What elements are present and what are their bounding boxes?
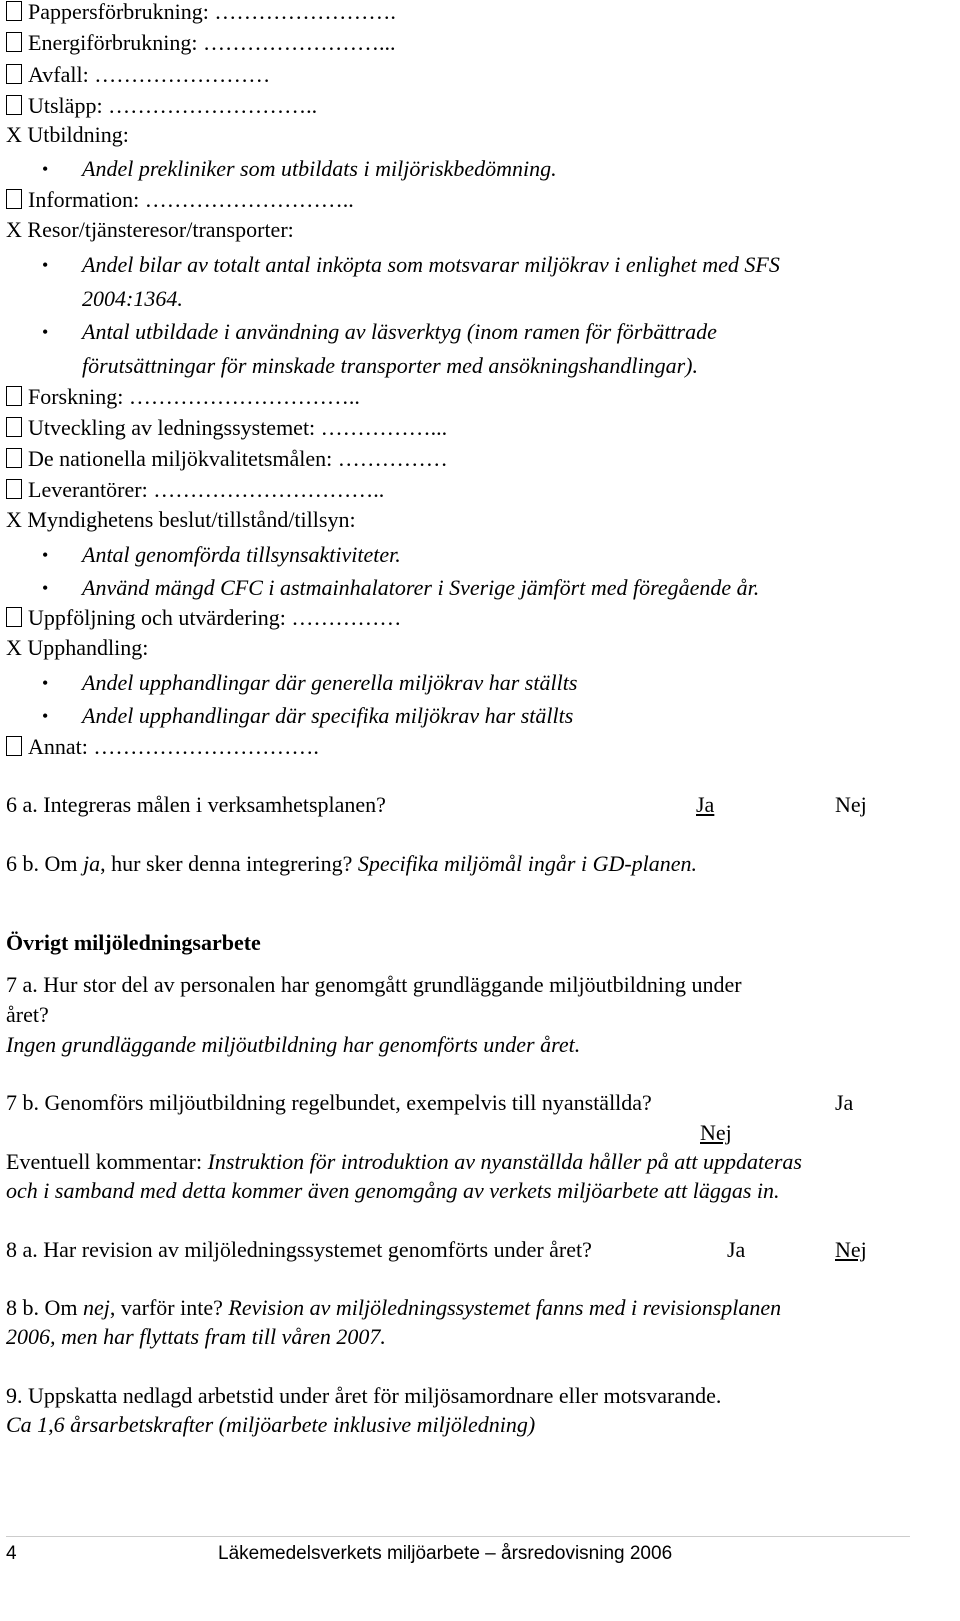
fill-dots: ……………………. xyxy=(214,0,396,24)
checklist-label: Pappersförbrukning: xyxy=(28,0,209,24)
checkbox-icon xyxy=(6,386,22,406)
bullet-icon: • xyxy=(42,255,49,275)
checklist-label: Uppföljning och utvärdering: xyxy=(28,605,286,630)
checklist-item xyxy=(6,185,354,215)
bullet-text: 2004:1364. xyxy=(82,286,183,311)
bullet-text: Antal genomförda tillsynsaktiviteter. xyxy=(82,542,401,567)
checklist-label: Utsläpp: xyxy=(28,93,103,118)
fill-dots: ……………………….. xyxy=(144,187,354,212)
answer-text: Specifika miljömål ingår i GD-planen. xyxy=(357,851,698,876)
check-mark: X xyxy=(6,122,22,147)
checklist-item xyxy=(6,382,360,412)
checklist-label: De nationella miljökvalitetsmålen: xyxy=(28,446,333,471)
fill-dots: ……………………….. xyxy=(108,93,318,118)
fill-dots: …………………… xyxy=(94,62,271,87)
question-text: 6 b. Om xyxy=(6,851,83,876)
question-8a: 8 a. Har revision av miljöledningssystemet genomförts under året? xyxy=(6,1237,592,1262)
question-9: 9. Uppskatta nedlagd arbetstid under året för miljösamordnare eller motsvarande. xyxy=(6,1383,722,1408)
checklist-label: Utveckling av ledningssystemet: xyxy=(28,415,316,440)
fill-dots: …………… xyxy=(337,446,448,471)
fill-dots: ………………………….. xyxy=(128,384,360,409)
bullet-icon: • xyxy=(42,578,49,598)
checklist-item xyxy=(6,732,319,762)
checkbox-icon xyxy=(6,95,22,115)
category-label: Utbildning: xyxy=(27,122,129,147)
footer-rule xyxy=(6,1536,910,1537)
answer-9: Ca 1,6 årsarbetskrafter (miljöarbete inklusive miljöledning) xyxy=(6,1412,536,1437)
bullet-text: Använd mängd CFC i astmainhalatorer i Sverige jämfört med föregående år. xyxy=(82,575,760,600)
answer-nej-selected: Nej xyxy=(700,1120,732,1145)
checklist-item xyxy=(6,0,396,27)
checklist-item xyxy=(6,444,448,474)
check-mark: X xyxy=(6,217,22,242)
checked-category xyxy=(6,505,356,535)
question-6a: 6 a. Integreras målen i verksamhetsplanen? xyxy=(6,792,386,817)
checklist-label: Energiförbrukning: xyxy=(28,30,198,55)
checkbox-icon xyxy=(6,417,22,437)
comment-text: Instruktion för introduktion av nyanställda håller på att uppdateras xyxy=(207,1149,802,1174)
bullet-text: Antal utbildade i användning av läsverktyg (inom ramen för förbättrade xyxy=(82,319,717,344)
fill-dots: ……………………... xyxy=(202,30,396,55)
fill-dots: …………… xyxy=(291,605,402,630)
bullet-icon: • xyxy=(42,545,49,565)
answer-nej: Nej xyxy=(835,792,867,817)
page-number: 4 xyxy=(6,1543,17,1564)
fill-dots: …………………………. xyxy=(93,734,319,759)
emphasis: nej xyxy=(83,1295,110,1320)
question-6b xyxy=(6,849,697,879)
checkbox-icon xyxy=(6,448,22,468)
question-text: , hur sker denna integrering? xyxy=(100,851,358,876)
answer-nej-selected: Nej xyxy=(835,1237,867,1262)
answer-text: Revision av miljöledningssystemet fanns med i revisionsplanen xyxy=(228,1295,782,1320)
checklist-item xyxy=(6,475,384,505)
checklist-item xyxy=(6,60,270,90)
checkbox-icon xyxy=(6,607,22,627)
checklist-label: Information: xyxy=(28,187,140,212)
checkbox-icon xyxy=(6,736,22,756)
fill-dots: ………………………….. xyxy=(153,477,385,502)
section-heading: Övrigt miljöledningsarbete xyxy=(6,930,261,955)
emphasis: ja xyxy=(83,851,101,876)
checklist-label: Annat: xyxy=(28,734,88,759)
checkbox-icon xyxy=(6,1,22,21)
bullet-icon: • xyxy=(42,673,49,693)
answer-ja: Ja xyxy=(835,1090,854,1115)
footer-title: Läkemedelsverkets miljöarbete – årsredovisning 2006 xyxy=(218,1543,673,1564)
answer-7a: Ingen grundläggande miljöutbildning har genomförts under året. xyxy=(6,1032,581,1057)
checkbox-icon xyxy=(6,32,22,52)
check-mark: X xyxy=(6,507,22,532)
checklist-label: Forskning: xyxy=(28,384,124,409)
check-mark: X xyxy=(6,635,22,660)
checklist-item xyxy=(6,413,447,443)
checklist-label: Avfall: xyxy=(28,62,89,87)
bullet-icon: • xyxy=(42,706,49,726)
comment xyxy=(6,1147,802,1177)
question-7a: 7 a. Hur stor del av personalen har genomgått grundläggande miljöutbildning under xyxy=(6,972,742,997)
fill-dots: ……………... xyxy=(320,415,448,440)
question-text: , varför inte? xyxy=(109,1295,229,1320)
checked-category xyxy=(6,120,129,150)
checkbox-icon xyxy=(6,189,22,209)
comment-text: och i samband med detta kommer även genomgång av verkets miljöarbete att läggas in. xyxy=(6,1178,780,1203)
question-7b: 7 b. Genomförs miljöutbildning regelbundet, exempelvis till nyanställda? xyxy=(6,1090,652,1115)
checklist-item xyxy=(6,603,401,633)
bullet-text: Andel bilar av totalt antal inköpta som motsvarar miljökrav i enlighet med SFS xyxy=(82,252,780,277)
bullet-text: Andel upphandlingar där specifika miljökrav har ställts xyxy=(82,703,574,728)
category-label: Resor/tjänsteresor/transporter: xyxy=(27,217,294,242)
bullet-icon: • xyxy=(42,322,49,342)
checked-category xyxy=(6,633,148,663)
bullet-text: förutsättningar för minskade transporter med ansökningshandlingar). xyxy=(82,353,699,378)
checkbox-icon xyxy=(6,64,22,84)
checklist-item xyxy=(6,91,317,121)
bullet-text: Andel upphandlingar där generella miljökrav har ställts xyxy=(82,670,578,695)
answer-ja-selected: Ja xyxy=(696,792,715,817)
bullet-icon: • xyxy=(42,159,49,179)
comment-label: Eventuell kommentar: xyxy=(6,1149,208,1174)
answer-text: 2006, men har flyttats fram till våren 2007. xyxy=(6,1324,386,1349)
checked-category xyxy=(6,215,294,245)
checklist-item xyxy=(6,28,395,58)
question-8b xyxy=(6,1293,781,1323)
checkbox-icon xyxy=(6,479,22,499)
answer-ja: Ja xyxy=(727,1237,746,1262)
question-text: 8 b. Om xyxy=(6,1295,83,1320)
category-label: Myndighetens beslut/tillstånd/tillsyn: xyxy=(27,507,356,532)
category-label: Upphandling: xyxy=(27,635,149,660)
checklist-label: Leverantörer: xyxy=(28,477,148,502)
bullet-text: Andel prekliniker som utbildats i miljöriskbedömning. xyxy=(82,156,557,181)
question-7a-cont: året? xyxy=(6,1002,49,1027)
